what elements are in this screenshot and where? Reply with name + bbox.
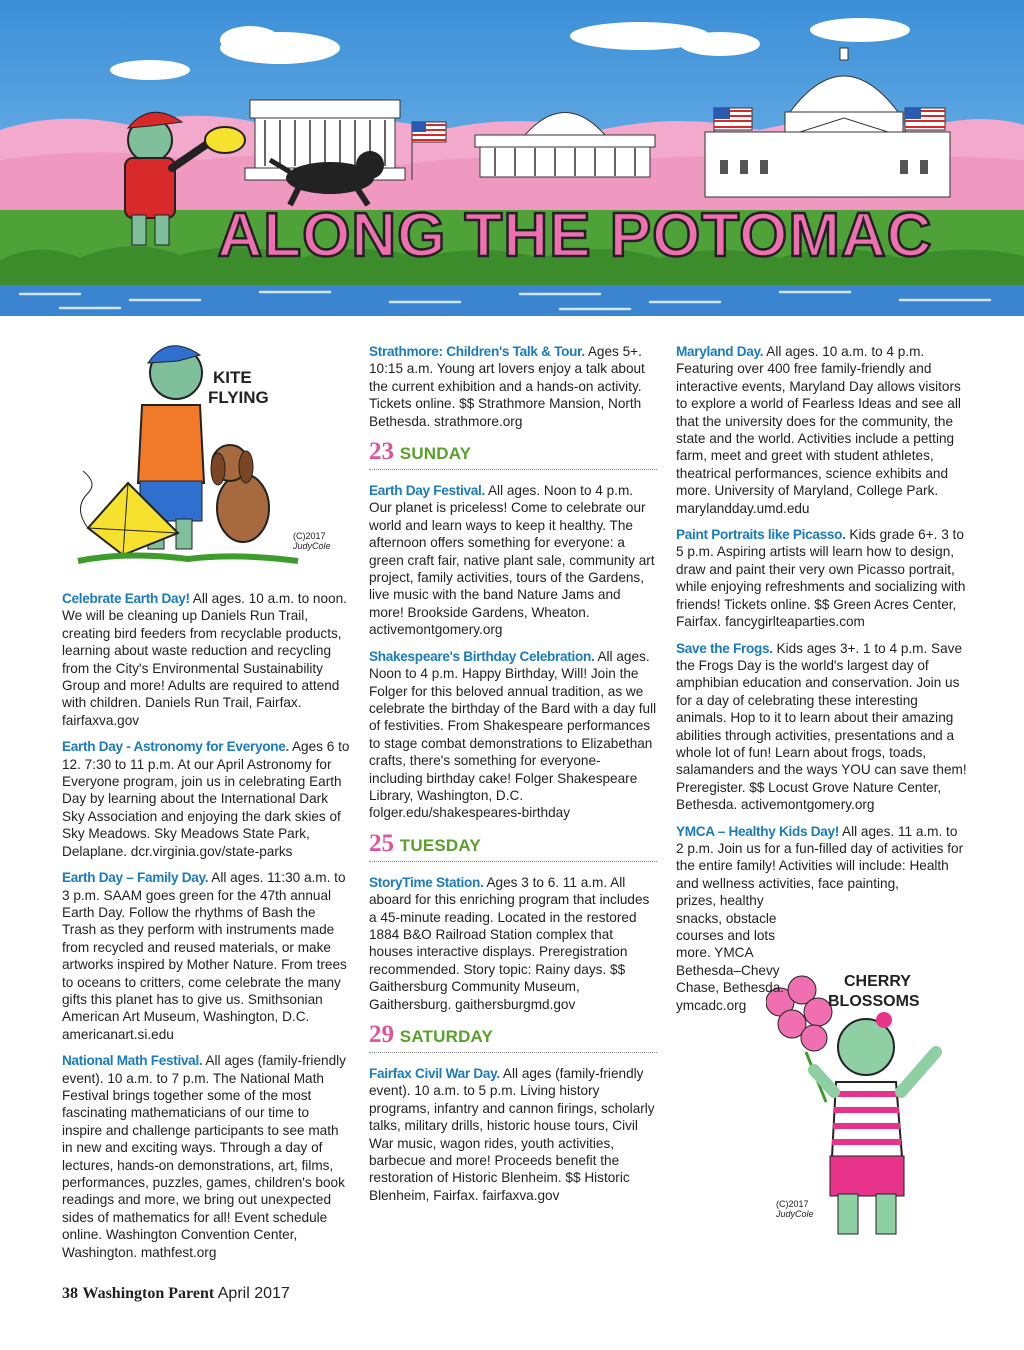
event-body: All ages. 10 a.m. to noon. We will be cleaning up Daniels Run Trail, creating bird feeders from recyclable products, learning about waste reduction and recycling from the City's Environmental Sustainability Group and more! Adults are required to attend with children. Daniels Run Trail, Fairfax. fairfaxva.gov <box>62 591 347 728</box>
page-footer <box>62 1285 290 1303</box>
event-body: All ages (family-friendly event). 10 a.m. to 7 p.m. The National Math Festival brings together some of the most fascinating mathematicians of our time to inspire and challenge participants to see math in new and exciting ways. Through a day of lectures, hands-on demonstrations, art, films, performances, puzzles, games, children's book readings and more, we bring out unexpected sides of mathematics for all! Event schedule online. Washington Convention Center, Washington. mathfest.org <box>62 1053 346 1260</box>
frisbee-icon <box>205 127 245 153</box>
event-body: Ages 5+. 10:15 a.m. Young art lovers enjoy a talk about the current exhibition and a hands-on activity. Tickets online. $$ Strathmore Mansion, North Bethesda. strathmore.org <box>369 344 645 429</box>
cherry-credit-year: (C)2017 <box>776 1199 809 1209</box>
events-column-2 <box>369 343 657 1213</box>
event-body: All ages. 11 a.m. to 2 p.m. Join us for a fun-filled day of activities for the entire family! Activities will include: Health and wellness activities, face painting, <box>676 823 964 891</box>
day-heading-25 <box>369 831 657 862</box>
event-title: YMCA – Healthy Kids Day! <box>676 823 840 839</box>
event-item <box>676 640 968 814</box>
event-body: All ages. 10 a.m. to 4 p.m. Featuring over 400 free family-friendly and interactive events, Maryland Day allows visitors to explore a world of Fearless Ideas and see all that the university does for the community, the state and the world. Activities include a petting farm, meet and greet with student athletes, theatrical performances, science exhibits and more. University of Maryland, College Park. marylandday.umd.edu <box>676 344 961 516</box>
event-title: Celebrate Earth Day! <box>62 591 190 606</box>
turtle-mascot-icon <box>814 1012 936 1234</box>
event-body: Kids grade 6+. 3 to 5 p.m. Aspiring artists will learn how to design, draw and paint their very own Picasso portrait, while enjoying refreshments and socializing with friends! Tickets online. $$ Green Acres Center, Fairfax. fancygirlteaparties.com <box>676 527 966 630</box>
event-item <box>369 648 657 822</box>
event-body: Ages 6 to 12. 7:30 to 11 p.m. At our April Astronomy for Everyone program, join us in celebrating Earth Day by learning about the International Dark Sky Association and enjoying the dark skies of Sky Meadows. Sky Meadows State Park, Delaplane. dcr.virginia.gov/state-parks <box>62 739 350 859</box>
event-title: Earth Day – Family Day. <box>62 870 209 886</box>
event-title: StoryTime Station. <box>369 874 484 890</box>
event-body: All ages. 11:30 a.m. to 3 p.m. SAAM goes green for the 47th annual Earth Day. Follow the rhythms of Bash the Trash as they perform with instruments made from recycled and reused materials, or make artworks inspired by Mother Nature. From trees to oceans to critters, come celebrate the many gifts this planet has to give us. Smithsonian American Art Museum, Washington, D.C. americanart.si.edu <box>62 870 347 1042</box>
event-title: Save the Frogs. <box>676 640 773 656</box>
cherry-credit-artist: JudyCole <box>776 1209 814 1219</box>
event-item <box>62 738 352 860</box>
events-column-3 <box>676 343 968 1014</box>
events-column-1 <box>62 590 352 1270</box>
event-item <box>62 590 352 729</box>
event-title: Strathmore: Children's Talk & Tour. <box>369 344 585 359</box>
page-number: 38 <box>62 1285 78 1302</box>
issue-date: April 2017 <box>217 1285 290 1302</box>
event-item <box>62 869 352 1043</box>
day-heading-29 <box>369 1022 657 1053</box>
event-body: Kids ages 3+. 1 to 4 p.m. Save the Frogs Day is the world's largest day of amphibian education and conservation. Join us for a day of celebrating these interesting animals. Hop to it to learn about their amazing abilities through activities, presentations and a whole lot of fun! Learn about frogs, toads, salamanders and the ways YOU can save them! Preregister. $$ Locust Grove Nature Center, Bethesda. activemontgomery.org <box>676 640 967 813</box>
event-body: All ages. Noon to 4 p.m. Our planet is priceless! Come to celebrate our world and learn ways to keep it healthy. The afternoon offers something for everyone: a green craft fair, native plant sale, community art project, family activities, tours of the Gardens, live music with the band Nature Jams and more! Brookside Gardens, Wheaton. activemontgomery.org <box>369 483 655 638</box>
day-heading-23 <box>369 439 657 470</box>
event-item <box>676 823 968 1014</box>
day-number: 23 <box>369 438 394 466</box>
event-item <box>676 526 968 630</box>
along-the-potomac-banner <box>0 0 1024 316</box>
event-title: Maryland Day. <box>676 344 764 359</box>
day-name: SUNDAY <box>399 444 472 464</box>
event-title: National Math Festival. <box>62 1053 203 1069</box>
event-body: Ages 3 to 6. 11 a.m. All aboard for this enriching program that includes a 45-minute reading. Located in the restored 1884 B&O Railroad Station complex that houses interactive displays. Preregistration recommended. Story topic: Rainy days. $$ Gaithersburg Community Museum, Gaithersburg. gaithersburgmd.gov <box>369 874 650 1012</box>
event-title: Fairfax Civil War Day. <box>369 1066 500 1081</box>
event-item <box>369 482 657 639</box>
kite-caption-line2: FLYING <box>208 388 269 407</box>
event-body: All ages (family-friendly event). 10 a.m. to 5 p.m. Living history programs, infantry and cannon firings, scholarly talks, military drills, historic house tours, Civil War music, wagon rides, youth activities, barbecue and more! Proceeds benefit the restoration of Historic Blenheim. $$ Historic Blenheim, Fairfax. fairfaxva.gov <box>369 1066 655 1203</box>
kite-flying-illustration <box>68 333 358 578</box>
event-title: Earth Day Festival. <box>369 483 485 499</box>
event-item <box>369 343 657 430</box>
event-title: Shakespeare's Birthday Celebration. <box>369 648 595 664</box>
cherry-caption-line1: CHERRY <box>844 973 911 990</box>
event-item <box>369 874 657 1013</box>
publication-name: Washington Parent <box>82 1285 215 1302</box>
cherry-caption-line2: BLOSSOMS <box>828 993 920 1010</box>
day-name: TUESDAY <box>399 835 481 855</box>
day-number: 25 <box>369 829 394 857</box>
kite-credit-artist: JudyCole <box>293 541 331 551</box>
event-item <box>62 1052 352 1261</box>
banner-title: ALONG THE POTOMAC <box>217 201 933 270</box>
event-body: All ages. Noon to 4 p.m. Happy Birthday, Will! Join the Folger for this beloved annual tradition, as we celebrate the birthday of the Bard with a day full of festivities. From Shakespeare performances to stage combat demonstrations to Elizabethan crafts, there's something for everyone- including birthday cake! Folger Shakespeare Library, Washington, D.C. folger.edu/shakespeares-birthday <box>369 648 657 821</box>
kite-caption-line1: KITE <box>213 368 252 387</box>
day-name: SATURDAY <box>399 1027 494 1046</box>
dog-icon <box>211 445 269 542</box>
day-number: 29 <box>369 1021 394 1048</box>
event-title: Earth Day - Astronomy for Everyone. <box>62 739 289 755</box>
kite-credit-year: (C)2017 <box>293 531 326 541</box>
event-title: Paint Portraits like Picasso. <box>676 527 846 543</box>
event-body-continued: prizes, healthy snacks, obstacle courses and lots more. YMCA Bethesda–Chevy Chase, Bethesda. ymcadc.org <box>676 893 785 1013</box>
event-item <box>676 343 968 517</box>
event-item <box>369 1065 657 1204</box>
